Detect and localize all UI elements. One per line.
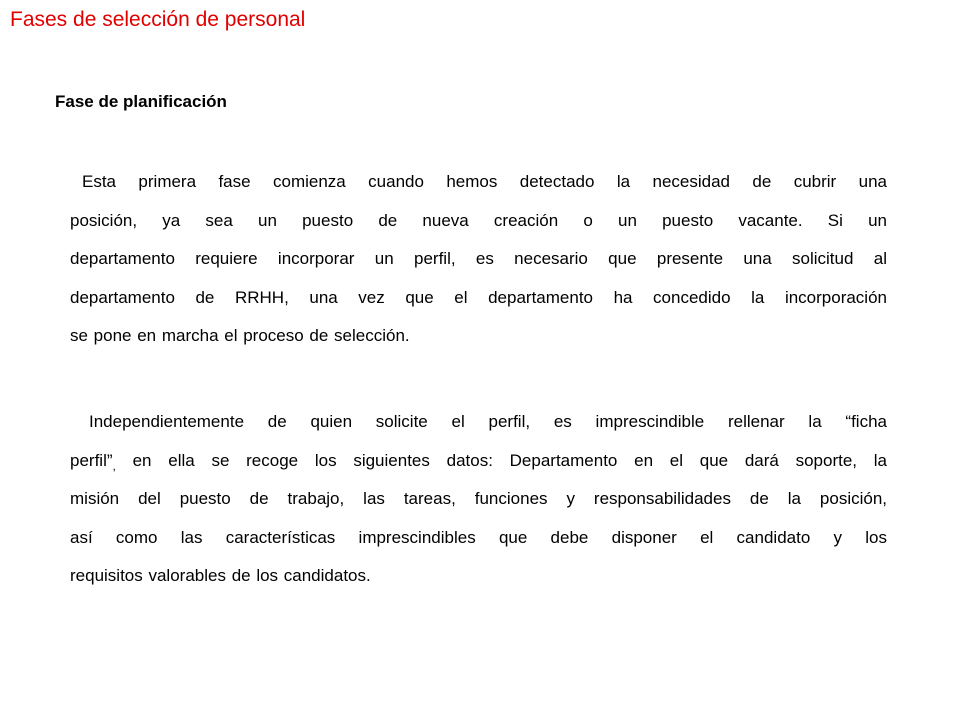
section-heading: Fase de planificación <box>55 92 227 111</box>
paragraph-line: misión del puesto de trabajo, las tareas, funciones y responsabilidades de la posición, <box>70 489 887 508</box>
paragraph-line <box>70 442 887 481</box>
paragraph-line: posición, ya sea un puesto de nueva creación o un puesto vacante. Si un <box>70 210 887 230</box>
paragraph-planning-intro <box>70 163 887 356</box>
quote-end-text: perfil” <box>70 450 113 470</box>
paragraph-line: Esta primera fase comienza cuando hemos detectado la necesidad de cubrir una <box>82 172 887 191</box>
line-remainder: en ella se recoge los siguientes datos: Departamento en el que dará soporte, la <box>115 450 887 470</box>
paragraph-line: departamento requiere incorporar un perfil, es necesario que presente una solicitud al <box>70 249 887 268</box>
slide-title: Fases de selección de personal <box>10 8 306 31</box>
paragraph-line: departamento de RRHH, una vez que el departamento ha concedido la incorporación <box>70 287 887 307</box>
paragraph-line: requisitos valorables de los candidatos. <box>70 566 371 585</box>
paragraph-line: Independientemente de quien solicite el perfil, es imprescindible rellenar la “ficha <box>89 412 887 431</box>
paragraph-line: se pone en marcha el proceso de selección. <box>70 326 410 345</box>
paragraph-line: así como las características imprescindibles que debe disponer el candidato y los <box>70 527 887 547</box>
paragraph-profile-sheet <box>70 403 887 596</box>
subscript-comma: , <box>112 458 116 473</box>
